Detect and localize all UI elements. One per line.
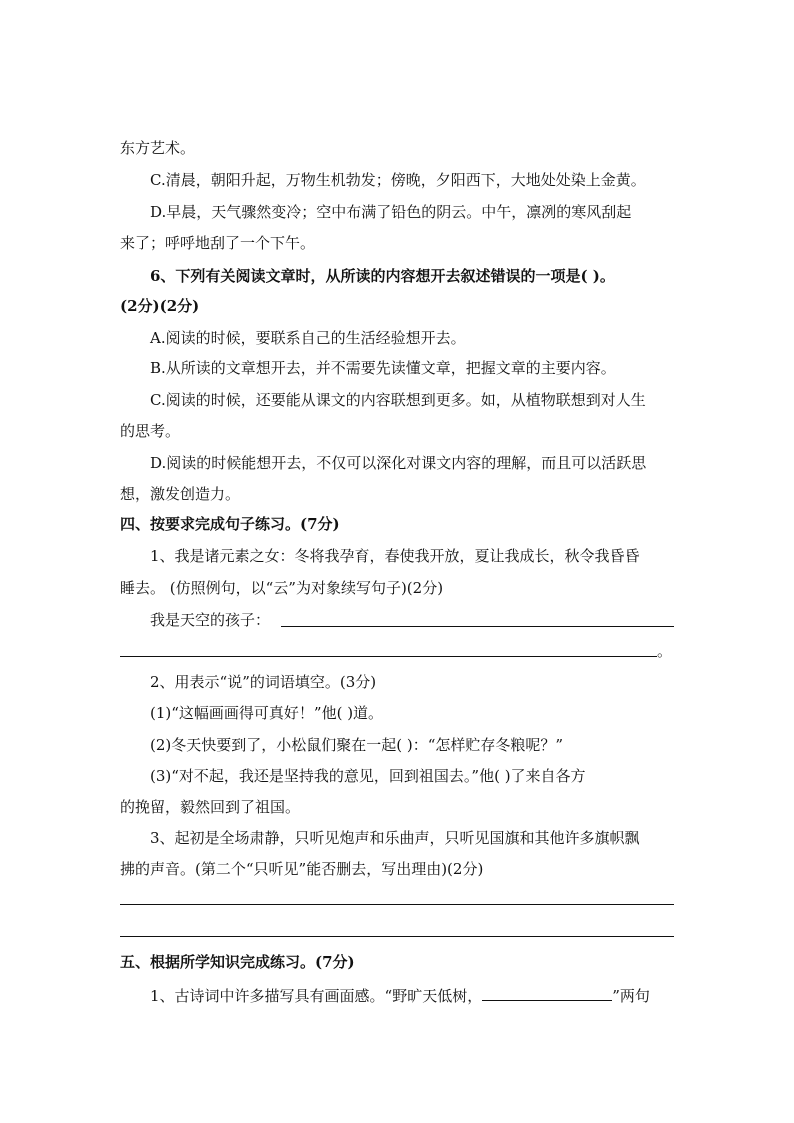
answer-line[interactable] <box>120 656 657 657</box>
period: 。 <box>657 642 673 660</box>
answer-line[interactable] <box>120 904 674 905</box>
text-line: 东方艺术。 <box>120 139 196 157</box>
text-line: 的思考。 <box>120 422 181 440</box>
poem-suffix: ”两句 <box>612 987 650 1005</box>
answer-prompt: 我是天空的孩子： <box>150 611 271 629</box>
answer-line[interactable] <box>120 936 674 937</box>
question-3: 3、起初是全场肃静，只听见炮声和乐曲声，只听见国旗和其他许多旗帜飘 <box>150 829 640 847</box>
question-score: (2分)(2分) <box>120 297 200 315</box>
poem-blank[interactable] <box>482 984 612 1001</box>
section-heading-4: 四、按要求完成句子练习。(7分) <box>120 515 340 533</box>
question-2: 2、用表示“说”的词语填空。(3分) <box>150 673 377 691</box>
option-c: C.阅读的时候，还要能从课文的内容联想到更多。如，从植物联想到对人生 <box>150 391 646 409</box>
text-line: 想，激发创造力。 <box>120 485 241 503</box>
question-1: 1、我是诸元素之女：冬将我孕育，春使我开放，夏让我成长，秋令我昏昏 <box>150 547 640 565</box>
text-line: 的挽留，毅然回到了祖国。 <box>120 798 301 816</box>
option-c: C.清晨，朝阳升起，万物生机勃发；傍晚，夕阳西下，大地处处染上金黄。 <box>150 171 646 189</box>
fill-item-2: (2)冬天快要到了，小松鼠们聚在一起( )：“怎样贮存冬粮呢？” <box>150 736 564 754</box>
option-d: D.早晨，天气骤然变冷；空中布满了铅色的阴云。中午，凛冽的寒风刮起 <box>150 203 632 221</box>
fill-item-3: (3)“对不起，我还是坚持我的意见，回到祖国去。”他( )了来自各方 <box>150 767 586 785</box>
fill-item-1: (1)“这幅画画得可真好！”他( )道。 <box>150 704 384 722</box>
poem-prompt: 1、古诗词中许多描写具有画面感。“野旷天低树， <box>150 987 483 1005</box>
question-1-poem <box>150 984 650 1006</box>
option-a: A.阅读的时候，要联系自己的生活经验想开去。 <box>150 329 466 347</box>
section-heading-5: 五、根据所学知识完成练习。(7分) <box>120 953 355 971</box>
answer-line[interactable] <box>281 626 674 627</box>
text-line: 睡去。 (仿照例句，以“云”为对象续写句子)(2分) <box>120 579 444 597</box>
option-d: D.阅读的时候能想开去，不仅可以深化对课文内容的理解，而且可以活跃思 <box>150 454 647 472</box>
text-line: 拂的声音。(第二个“只听见”能否删去，写出理由)(2分) <box>120 860 484 878</box>
question-6: 6、下列有关阅读文章时，从所读的内容想开去叙述错误的一项是( )。 <box>150 267 615 285</box>
option-b: B.从所读的文章想开去，并不需要先读懂文章，把握文章的主要内容。 <box>150 359 616 377</box>
text-line: 来了；呼呼地刮了一个下午。 <box>120 234 316 252</box>
